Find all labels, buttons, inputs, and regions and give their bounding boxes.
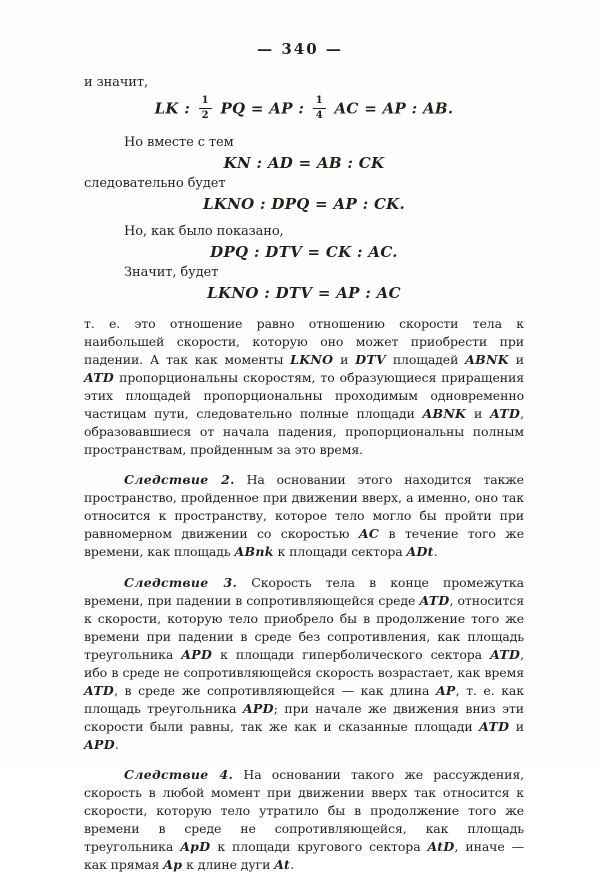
paragraph-corollary-2: Следствие 2. На основании этого находится также пространство, пройденное при движении вверх, а именно, оно так относится к пространству, которое тело могло бы пройти при равномерном движении со скоростью AC в течение того же времени, как площадь ABnk к площади сектора ADt. xyxy=(84,471,524,561)
paragraph-corollary-4: Следствие 4. На основании такого же рассуждения, скорость в любой момент при движении вверх так относится к скорости, которую тело утратило бы в продолжение того же времени в среде не сопротивляющейся, как площадь треугольника ApD к площади кругового сектора AtD, иначе — как прямая Ap к длине дуги At. xyxy=(84,766,524,874)
lead-in-no-vmeste: Но вместе с тем xyxy=(84,134,524,151)
lead-in-znachit-budet: Значит, будет xyxy=(84,264,524,281)
lead-in-no-kak-pokazano: Но, как было показано, xyxy=(84,223,524,240)
formula-lk-pq: LK : $\frac{1}{2}$ PQ = AP : $\frac{1}{4}$ AC = AP : AB. xyxy=(84,95,524,124)
formula-lkno-dtv: LKNO : DTV = AP : AC xyxy=(84,284,524,302)
fraction: $\frac{1}{4}$ xyxy=(313,95,326,121)
page-content xyxy=(84,74,524,874)
formula-lkno-dpq: LKNO : DPQ = AP : CK. xyxy=(84,195,524,213)
paragraph-conclusion: т. е. это отношение равно отношению скорости тела к наибольшей скорости, которую оно может приобрести при падении. А так как моменты LKNO и DTV площадей ABNK и ATD пропорциональны скоростям, то образующиеся приращения этих площадей пропорциональны проходимым одновременно частицам пути, следовательно полные площади ABNK и ATD, образовавшиеся от начала падения, пропорциональны полным пространствам, пройденным за это время. xyxy=(84,315,524,459)
formula-dpq-dtv: DPQ : DTV = CK : AC. xyxy=(84,243,524,261)
paragraph-corollary-3: Следствие 3. Скорость тела в конце промежутка времени, при падении в сопротивляющейся среде ATD, относится к скорости, которую тело приобрело бы в продолжение того же времени при падении в среде без сопротивления, как площадь треугольника APD к площади гиперболического сектора ATD, ибо в среде не сопротивляющейся скорость возрастает, как время ATD, в среде же сопротивляющейся — как длина AP, т. е. как площадь треугольника APD; при начале же движения вниз эти скорости были равны, так же как и сказанные площади ATD и APD. xyxy=(84,574,524,754)
lead-in-i-znachit: и значит, xyxy=(84,74,524,91)
formula-kn-ad: KN : AD = AB : CK xyxy=(84,154,524,172)
fraction: $\frac{1}{2}$ xyxy=(199,95,212,121)
lead-in-sledovatelno: следовательно будет xyxy=(84,175,524,192)
body-text xyxy=(84,315,524,874)
page-number: — 340 — xyxy=(0,0,600,58)
